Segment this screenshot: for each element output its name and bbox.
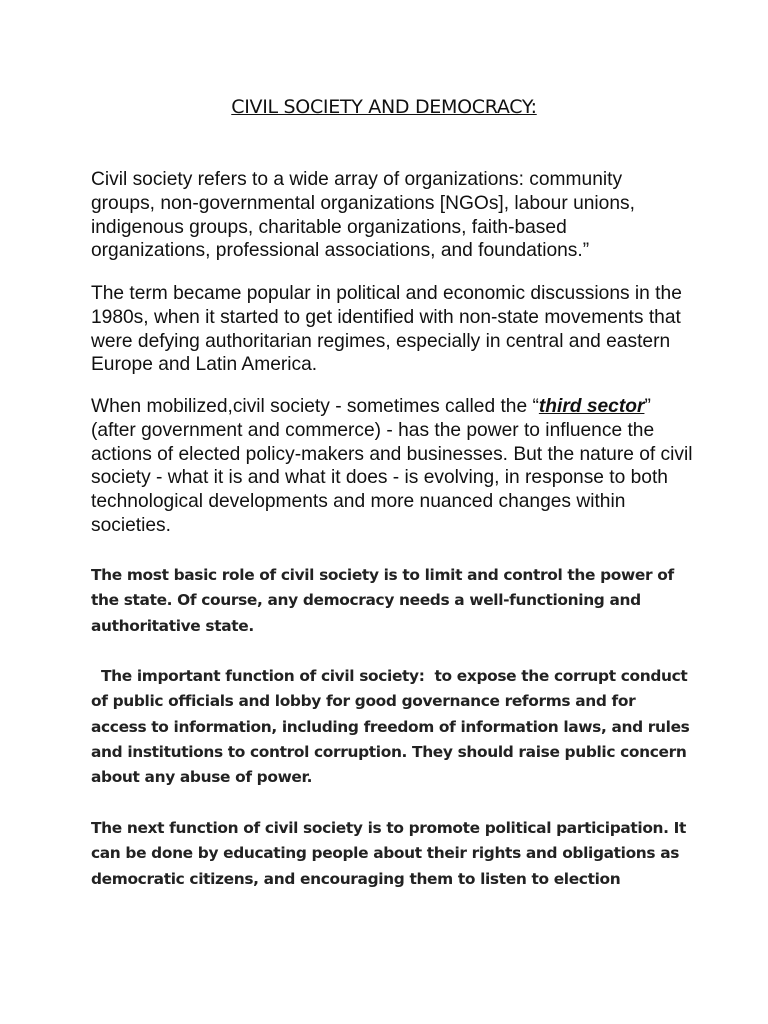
paragraph-definition: Civil society refers to a wide array of organizations: community groups, non-governmental organizations [NGOs], labour unions, indigenous groups, charitable organizations, faith-based organizations, professional associations, and foundations.” [91,169,635,262]
third-sector-emphasis: third sector [538,396,645,417]
bold-paragraph-important-function-text: The important function of civil society: to expose the corrupt conduct of public officials and lobby for good governance reforms and for access to information, including freedom of information laws, and rules and institutions to control corruption. They should raise public concern about any abuse of power. [91,667,695,787]
document-title: CIVIL SOCIETY AND DEMOCRACY: [231,96,537,118]
paragraph-third-sector-end: ” (after government and commerce) - has the power to influence the actions of elected policy-makers and businesses. But the nature of civil society - what it is and what it does - is evolving, in response to both technological developments and more nuanced changes within societies. [91,396,693,536]
paragraph-third-sector-start: When mobilized,civil society - sometimes called the “ [91,396,539,417]
bold-paragraph-basic-role: The most basic role of civil society is to limit and control the power of the state. Of course, any democracy needs a well-functioning and authoritative state. [91,566,674,635]
paragraph-history: The term became popular in political and economic discussions in the 1980s, when it started to get identified with non-state movements that were defying authoritarian regimes, especially in central and eastern Europe and Latin America. [91,283,682,376]
bold-paragraph-important-function [91,664,695,790]
paragraph-third-sector [91,395,696,538]
bold-paragraph-next-function: The next function of civil society is to promote political participation. It can be done by educating people about their rights and obligations as democratic citizens, and encouraging them to listen to election [91,819,687,888]
